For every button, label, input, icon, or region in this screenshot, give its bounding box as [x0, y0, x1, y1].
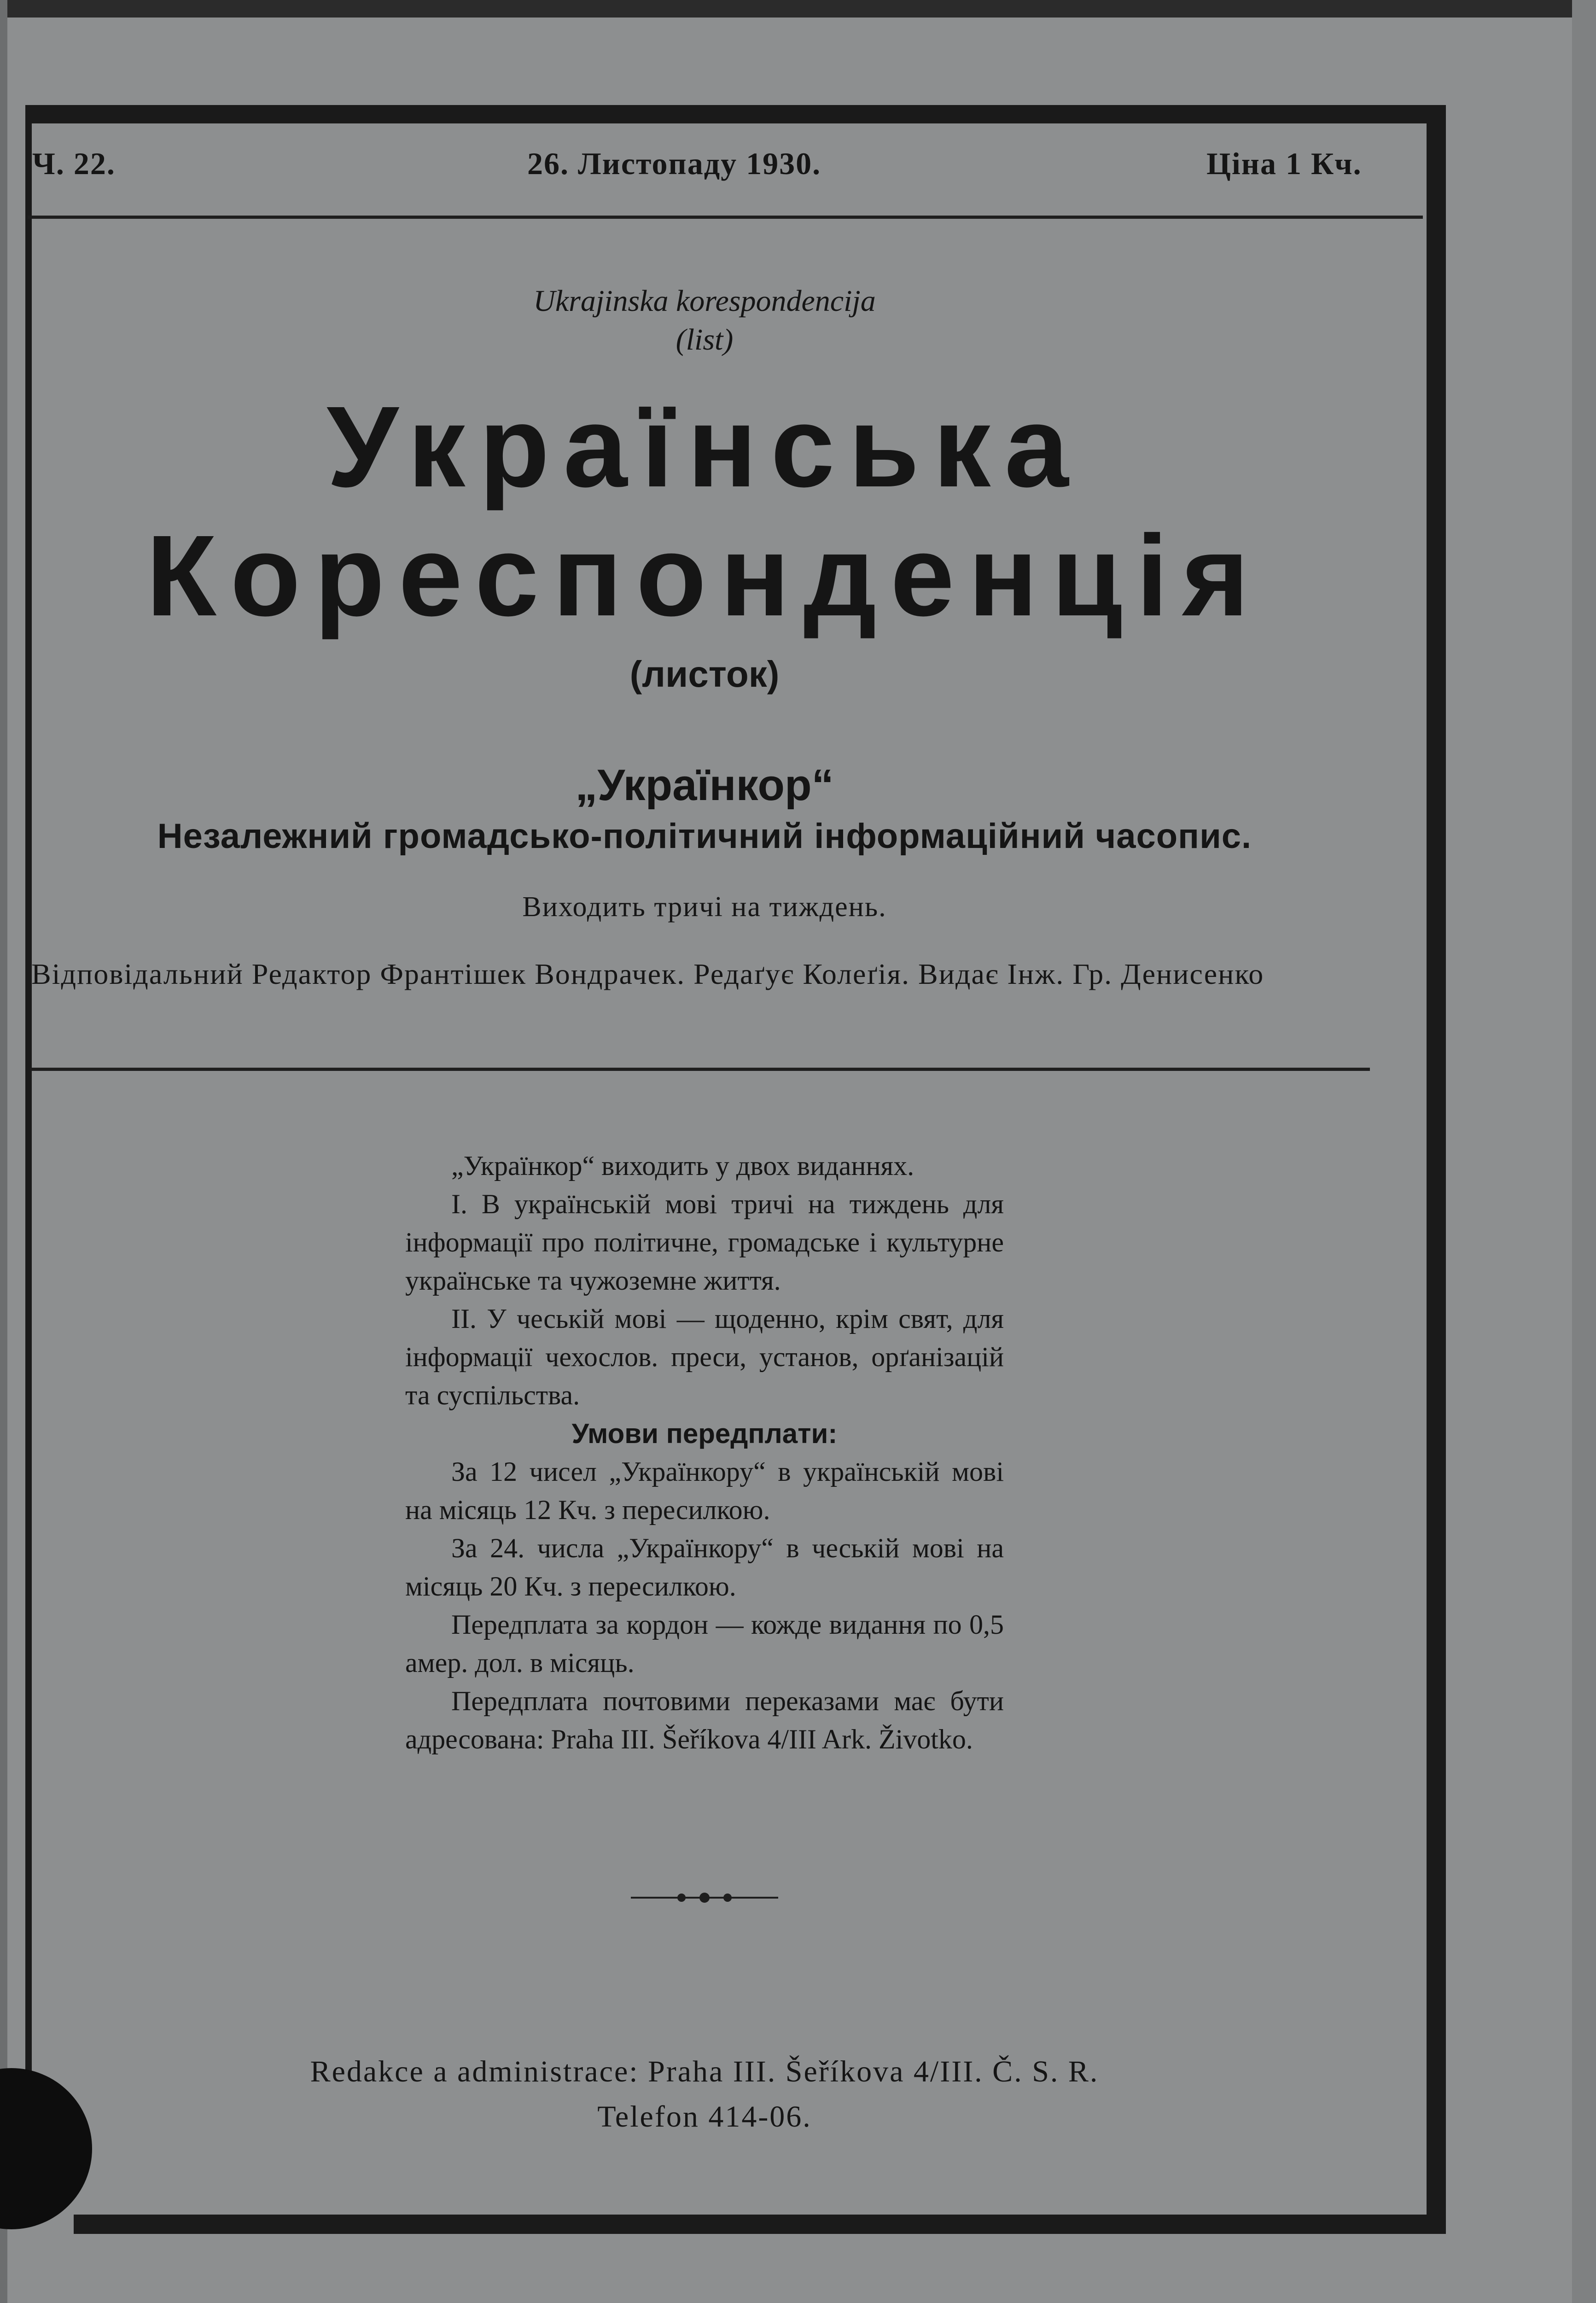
subscription-info: [405, 1147, 1004, 1759]
issue-price: Ціна 1 Кч.: [1206, 146, 1362, 181]
issue-number: Ч. 22.: [32, 146, 116, 181]
paragraph-postal-address: Передплата почтовими переказами має бути адресована: Praha III. Šeříkova 4/III Ark. Životko.: [405, 1686, 1004, 1754]
scan-right-edge: [1572, 0, 1596, 2303]
paragraph-ukrainian-edition: І. В українській мові тричі на тиждень для інформації про політичне, громадське і культурне українське та чужоземне життя.: [405, 1189, 1004, 1296]
section-divider: [30, 1068, 1370, 1071]
editorial-address: Redakce a administrace: Praha III. Šeříkova 4/III. Č. S. R.: [310, 2055, 1099, 2088]
page-frame-top: [25, 105, 1446, 123]
page-frame-right: [1427, 105, 1446, 2233]
paragraph-ukrainian-price: За 12 чисел „Українкору“ в українській мові на місяць 12 Кч. з пересилкою.: [405, 1456, 1004, 1525]
page-frame-bottom: [74, 2215, 1446, 2234]
latin-title-line-1: Ukrajinska korespondencija: [533, 284, 876, 318]
paragraph-foreign-price: Передплата за кордон — кожде видання по 0,5 амер. дол. в місяць.: [405, 1609, 1004, 1678]
issue-date: 26. Листопаду 1930.: [527, 146, 821, 181]
title-line-2: Кореспонденція: [146, 511, 1263, 640]
title-line-1: Українська: [326, 382, 1083, 511]
publication-frequency: Виходить тричі на тиждень.: [522, 891, 887, 923]
header-divider: [28, 216, 1423, 219]
paragraph-czech-edition: ІІ. У чеській мові — щоденно, крім свят, для інформації чехослов. преси, установ, орґанізацій та суспільства.: [405, 1303, 1004, 1410]
title-subtitle: (листок): [629, 654, 780, 695]
latin-title: [0, 282, 1409, 359]
scan-top-edge: [0, 0, 1596, 18]
paragraph-editions: „Українкор“ виходить у двох виданнях.: [451, 1151, 914, 1181]
telephone: Telefon 414-06.: [597, 2100, 812, 2133]
ornament-divider: [631, 1888, 778, 1907]
tagline: Незалежний громадсько-політичний інформаційний часопис.: [157, 817, 1252, 856]
editorial-credits: Відповідальний Редактор Франтішек Вондрачек. Редаґує Колеґія. Видає Інж. Гр. Денисенко: [31, 958, 1264, 990]
subscription-conditions-heading: Умови передплати:: [571, 1418, 838, 1449]
newspaper-title: [0, 382, 1409, 640]
short-name: „Українкор“: [575, 760, 834, 810]
latin-title-line-2: (list): [676, 323, 734, 357]
paragraph-czech-price: За 24. числа „Українкору“ в чеській мові на місяць 20 Кч. з пересилкою.: [405, 1533, 1004, 1602]
